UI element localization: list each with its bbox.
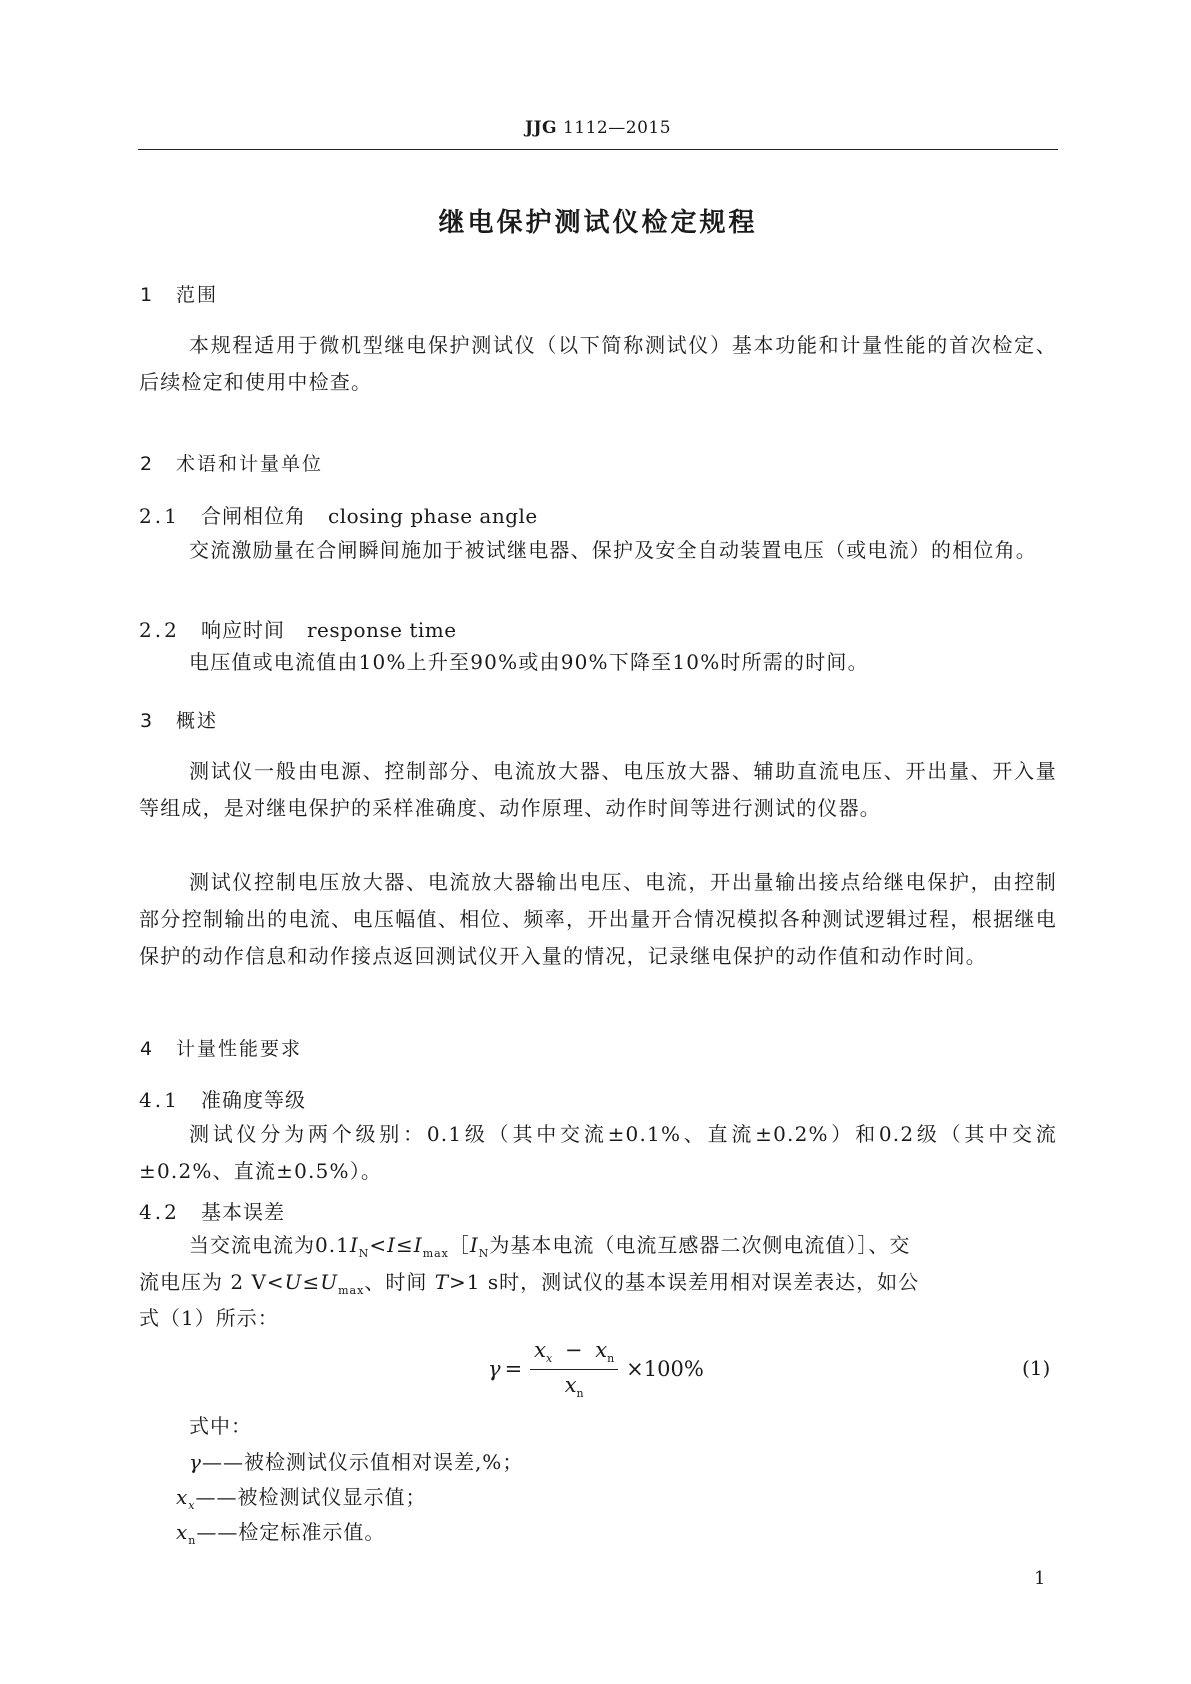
def-symbol: γ	[189, 1450, 202, 1474]
subscript: x	[546, 1352, 553, 1366]
formula-fraction	[530, 1338, 618, 1399]
section-1-heading	[140, 280, 218, 307]
document-title: 继电保护测试仪检定规程	[438, 208, 758, 238]
subsection-4-2-line-2	[139, 1266, 919, 1297]
symbol-I: I	[469, 1233, 479, 1257]
subsection-4-1	[139, 1084, 306, 1113]
var-x: x	[595, 1338, 608, 1363]
definition-gamma	[189, 1446, 523, 1477]
text-run: ［	[448, 1233, 470, 1257]
subsection-4-2-line-1	[189, 1229, 910, 1260]
var-x: x	[564, 1372, 577, 1397]
standard-number: 1112—2015	[562, 118, 672, 138]
header-rule	[138, 149, 1058, 150]
subscript: n	[607, 1352, 615, 1366]
subscript: max	[338, 1284, 365, 1297]
subsection-4-2	[139, 1196, 285, 1225]
text-run: <	[369, 1233, 388, 1257]
term-en: response time	[307, 618, 457, 642]
subscript: x	[188, 1499, 196, 1512]
subsection-number: 2.2	[139, 618, 180, 642]
section-number: 4	[140, 1038, 155, 1060]
subsection-2-2	[139, 614, 457, 643]
subscript: n	[188, 1534, 197, 1547]
def-symbol: x	[176, 1520, 189, 1544]
text-run: 流电压为 2 V<	[139, 1270, 285, 1294]
text-run: 、时间	[364, 1270, 435, 1294]
section-number: 2	[140, 453, 155, 475]
section-number: 1	[140, 284, 155, 306]
subsection-number: 4.2	[139, 1200, 180, 1224]
definition-x-n	[176, 1516, 385, 1547]
term-cn: 基本误差	[201, 1200, 285, 1224]
subsection-4-1-paragraph: 测试仪分为两个级别：0.1级（其中交流±0.1%、直流±0.2%）和0.2级（其中交流±0.2%、直流±0.5%）。	[139, 1122, 1057, 1183]
subscript: N	[358, 1247, 370, 1260]
section-3-paragraph-2: 测试仪控制电压放大器、电流放大器输出电压、电流，开出量输出接点给继电保护，由控制部分控制输出的电流、电压幅值、相位、频率，开出量开合情况模拟各种测试逻辑过程，根据继电保护的动作信息和动作接点返回测试仪开入量的情况，记录继电保护的动作值和动作时间。	[139, 870, 1057, 968]
definition-x-x	[176, 1481, 427, 1512]
term-cn: 响应时间	[201, 618, 285, 642]
def-text: 被检测试仪示值相对误差,%；	[243, 1450, 524, 1474]
term-en: closing phase angle	[328, 504, 538, 528]
section-title: 范围	[176, 284, 219, 306]
text-run: ≤	[396, 1233, 414, 1257]
standard-code: JJG	[524, 118, 558, 138]
def-symbol: x	[176, 1485, 189, 1509]
subscript: n	[576, 1386, 584, 1400]
section-title: 术语和计量单位	[176, 453, 324, 475]
symbol-I: I	[387, 1233, 397, 1257]
def-dash: ——	[195, 1485, 238, 1509]
subscript: max	[422, 1247, 449, 1260]
term-cn: 准确度等级	[201, 1088, 306, 1112]
def-text: 被检测试仪显示值；	[237, 1485, 427, 1509]
def-dash: ——	[201, 1450, 244, 1474]
symbol-U: U	[284, 1270, 303, 1294]
subsection-number: 2.1	[139, 504, 180, 528]
formula-1	[488, 1337, 704, 1401]
page-header	[138, 118, 1058, 138]
subscript: N	[478, 1247, 490, 1260]
term-cn: 合闸相位角	[201, 504, 306, 528]
def-text: 检定标准示值。	[238, 1520, 386, 1544]
section-2-heading	[140, 449, 323, 476]
fraction-denominator	[565, 1370, 584, 1400]
subsection-2-1-paragraph: 交流激励量在合闸瞬间施加于被试继电器、保护及安全自动装置电压（或电流）的相位角。	[189, 538, 1037, 562]
text-run: 为基本电流（电流互感器二次侧电流值）］、交	[489, 1233, 911, 1257]
section-3-heading	[140, 706, 218, 733]
section-title: 计量性能要求	[176, 1038, 303, 1060]
text-run: 0.1	[315, 1233, 350, 1257]
section-1-paragraph: 本规程适用于微机型继电保护测试仪（以下简称测试仪）基本功能和计量性能的首次检定、后续检定和使用中检查。	[139, 333, 1057, 394]
page-number: 1	[1034, 1568, 1046, 1589]
text-run: >1 s时，测试仪的基本误差用相对误差表达，如公	[449, 1270, 920, 1294]
text-run: ≤	[302, 1270, 321, 1294]
subsection-number: 4.1	[139, 1088, 180, 1112]
symbol-I: I	[349, 1233, 359, 1257]
text-run: 当交流电流为	[189, 1233, 315, 1257]
minus-sign: −	[564, 1338, 583, 1363]
section-4-heading	[140, 1034, 302, 1061]
section-title: 概述	[176, 710, 219, 732]
formula-lhs: γ	[488, 1357, 501, 1381]
subsection-2-1	[139, 500, 538, 529]
formula-times-100-percent: ×100%	[626, 1357, 704, 1381]
section-number: 3	[140, 710, 155, 732]
symbol-I: I	[413, 1233, 423, 1257]
subsection-2-2-paragraph: 电压值或电流值由10%上升至90%或由90%下降至10%时所需的时间。	[189, 650, 869, 674]
subsection-4-2-line-3: 式（1）所示：	[139, 1306, 279, 1330]
var-x: x	[534, 1338, 547, 1363]
def-dash: ——	[196, 1520, 239, 1544]
formula-equals: =	[504, 1357, 523, 1381]
symbol-U: U	[320, 1270, 339, 1294]
where-label: 式中：	[189, 1414, 252, 1438]
equation-number: (1)	[1022, 1356, 1051, 1380]
symbol-T: T	[434, 1270, 450, 1294]
section-3-paragraph-1: 测试仪一般由电源、控制部分、电流放大器、电压放大器、辅助直流电压、开出量、开入量等组成，是对继电保护的采样准确度、动作原理、动作时间等进行测试的仪器。	[139, 759, 1057, 820]
fraction-numerator	[530, 1338, 618, 1369]
